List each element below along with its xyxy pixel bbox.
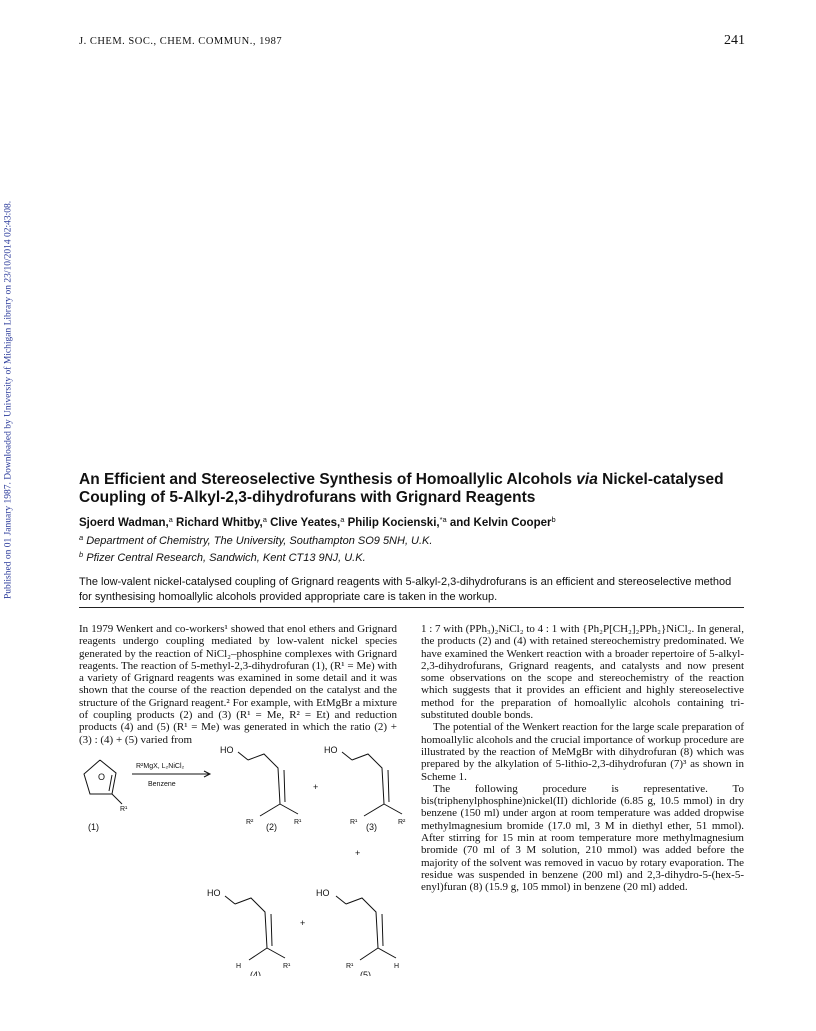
plus-sign: + (355, 848, 361, 858)
r2-label: R² (398, 819, 406, 826)
abstract-divider (79, 607, 744, 608)
r1-label: R¹ (346, 963, 354, 970)
author-list (79, 512, 744, 531)
r1-label: R¹ (120, 806, 128, 813)
product-5-chain (346, 898, 378, 948)
r1-label: R¹ (283, 963, 291, 970)
author-mark: b (551, 515, 556, 524)
author-mark: a (340, 515, 345, 524)
r1-bond (112, 794, 122, 804)
author-name: Richard Whitby, (172, 517, 263, 529)
product-3-chain (352, 754, 384, 804)
compound-label: (2) (266, 822, 277, 832)
running-head: J. CHEM. SOC., CHEM. COMMUN., 1987 (79, 36, 283, 47)
author-mark: *a (439, 515, 447, 524)
author-name: and Kelvin Cooper (446, 517, 552, 529)
author-name: Philip Kocienski, (344, 517, 440, 529)
body-paragraph: 1 : 7 with (PPh₃)₂NiCl₂ to 4 : 1 with {Ph₂P[CH₂]₂PPh₂}NiCl₂. In general, the products (2) and (4) with retained stereochemistry predominated. We have examined the Wenkert reaction with a broader repertoire of 5-alkyl-2,3-dihydrofurans, Grignard reagents, and catalysts and now present some observations on the scope and stereochemistry of the reaction which suggests that it provides an efficient and highly stereoselective method for the preparation of homoallylic alcohols containing tri-substituted double bonds. (421, 623, 744, 722)
author-mark: a (262, 515, 267, 524)
body-paragraph: In 1979 Wenkert and co-workers¹ showed that enol ethers and Grignard reagents undergo coupling mediated by low-valent nickel species generated by the reaction of NiCl₂–phosphine complexes with Grignard reagents. The reaction of 5-methyl-2,3-dihydrofuran (1), (R¹ = Me) with a variety of Grignard reagents was examined in some detail and it was shown that the course of the reaction depended on the catalyst and the structure of the Grignard reagent.² For example, with EtMgBr a mixture of coupling products (2) and (3) (R¹ = Me, R² = Et) and reduction products (4) and (5) (R¹ = Me) was generated in which the ratio (2) + (3) : (4) + (5) varied from (79, 623, 397, 746)
r2-label: R² (246, 819, 254, 826)
affiliation-text: Pfizer Central Research, Sandwich, Kent CT13 9NJ, U.K. (83, 552, 366, 564)
r1-label: R¹ (350, 819, 358, 826)
hydroxyl-label: HO (324, 745, 338, 755)
hydrogen-label: H (236, 963, 242, 970)
r1-label: R¹ (294, 819, 302, 826)
right-column (421, 623, 744, 894)
ring-double-bond (109, 775, 112, 791)
author-name: Sjoerd Wadman, (79, 517, 169, 529)
download-stamp: Published on 01 January 1987. Downloaded by University of Michigan Library on 23/10/2014 02:43:08. (3, 200, 14, 600)
affiliations (79, 531, 744, 565)
hydroxyl-label: HO (316, 888, 330, 898)
left-column (79, 623, 397, 746)
author-mark: a (168, 515, 173, 524)
reagent-bottom: Benzene (148, 781, 176, 788)
product-4-chain (235, 898, 267, 948)
product-2-chain (248, 754, 280, 804)
abstract: The low-valent nickel-catalysed coupling of Grignard reagents with 5-alkyl-2,3-dihydrofurans is an efficient and stereoselective method for synthesising homoallylic alcohols provided appropriate care is taken in the workup. (79, 576, 732, 603)
affiliation-mark: b (79, 550, 84, 559)
hydrogen-label: H (394, 963, 400, 970)
hydroxyl-label: HO (207, 888, 221, 898)
affiliation-text: Department of Chemistry, The University, Southampton SO9 5NH, U.K. (83, 535, 433, 547)
title-part-2: Nickel-catalysed Coupling of 5-Alkyl-2,3-dihydrofurans with Grignard Reagents (79, 471, 724, 506)
title-via: via (576, 471, 598, 488)
affiliation-b (79, 548, 744, 565)
article-title (79, 471, 744, 507)
scheme-drawing (70, 744, 410, 976)
author-name: Clive Yeates, (266, 517, 341, 529)
affiliation-mark: a (79, 533, 84, 542)
reagent-top: R²MgX, L₂NiCl₂ (136, 763, 185, 770)
compound-label: (1) (88, 822, 99, 832)
affiliation-a (79, 531, 744, 548)
page-number: 241 (724, 33, 745, 48)
compound-label: (5) (360, 970, 371, 976)
title-part-1: An Efficient and Stereoselective Synthesis of Homoallylic Alcohols (79, 471, 577, 488)
plus-sign: + (313, 782, 319, 792)
plus-sign: + (300, 918, 306, 928)
hydroxyl-label: HO (220, 745, 234, 755)
compound-label: (3) (366, 822, 377, 832)
compound-label: (4) (250, 970, 261, 976)
body-paragraph: The potential of the Wenkert reaction for the large scale preparation of homoallylic alcohols and the crucial importance of workup procedure are illustrated by the reaction of MeMgBr with dihydrofuran (8) which was prepared by the alkylation of 5-lithio-2,3-dihydrofuran (7)³ as shown in Scheme 1. (421, 721, 744, 783)
body-paragraph: The following procedure is representative. To bis(triphenylphosphine)nickel(II) dichloride (6.85 g, 10.5 mmol) in dry benzene (150 ml) under argon at room temperature was added dropwise methylmagnesium bromide (17.0 ml, 3 M in diethyl ether, 51 mmol). After stirring for 15 min at room temperature more methylmagnesium bromide (70 ml of 3 M solution, 210 mmol) was added before the majority of the solvent was removed in vacuo by rotary evaporation. The residue was suspended in benzene (200 ml) and 2,3-dihydro-5-(hex-5-enyl)furan (8) (15.9 g, 105 mmol) in benzene (20 ml) added. (421, 782, 744, 894)
ring-oxygen: O (98, 772, 106, 782)
reaction-scheme (70, 744, 410, 976)
